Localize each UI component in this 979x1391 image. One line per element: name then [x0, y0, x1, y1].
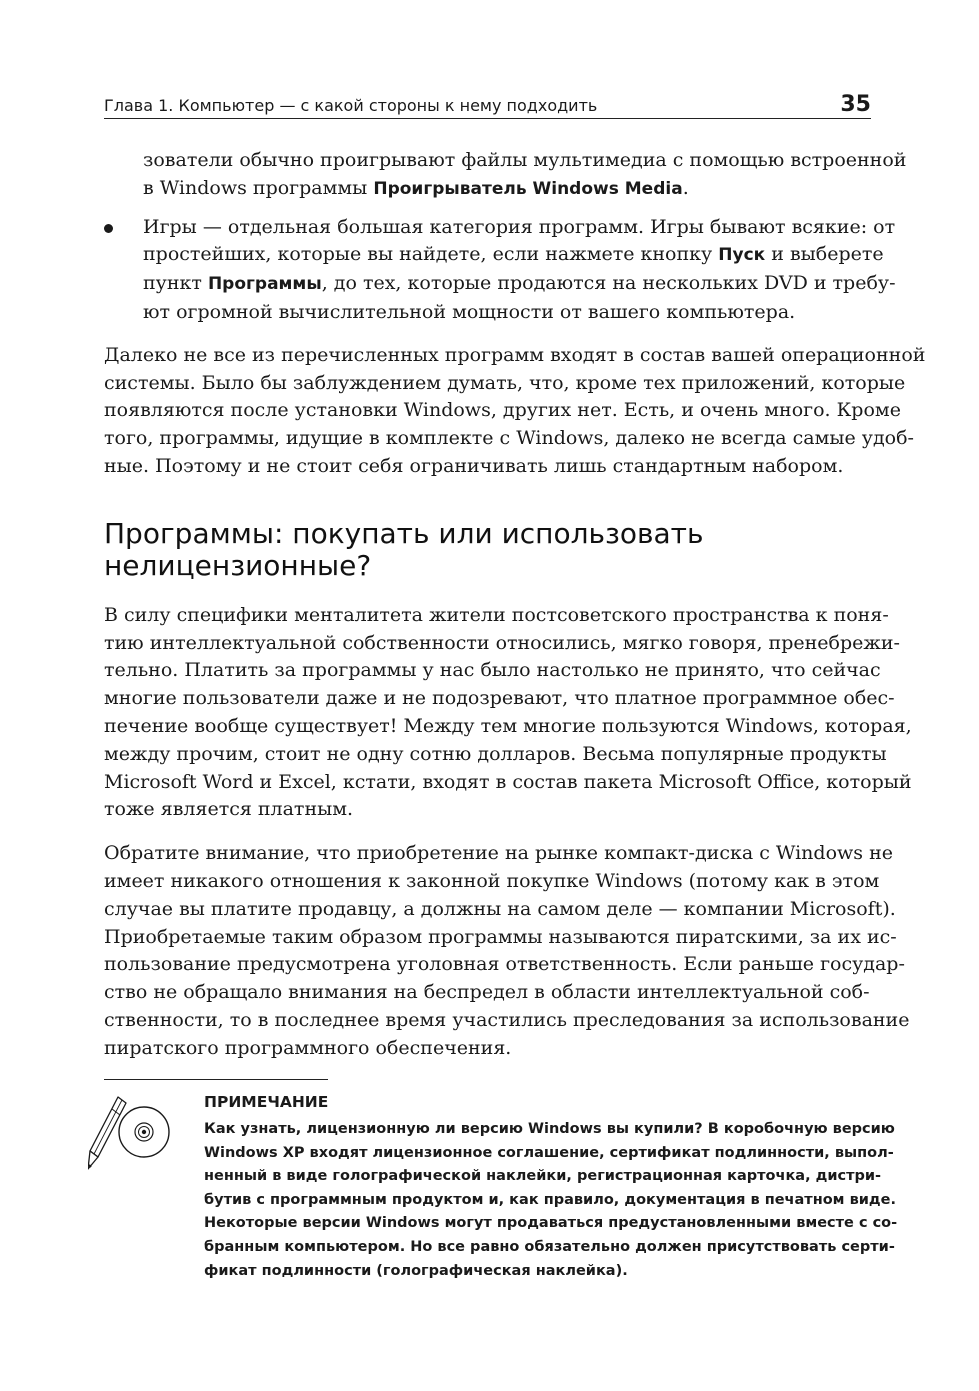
text-line: появляются после установки Windows, других нет. Есть, и очень много. Кроме	[104, 399, 901, 422]
paragraph	[104, 342, 926, 481]
text-line: имеет никакого отношения к законной покупке Windows (потому как в этом	[104, 869, 880, 892]
text-line: печение вообще существует! Между тем многие пользуются Windows, которая,	[104, 714, 912, 737]
text-line: зователи обычно проигрывают файлы мультимедиа с помощью встроенной	[143, 149, 907, 171]
bold-term: Пуск	[718, 245, 766, 266]
text-line: тию интеллектуальной собственности относились, мягко говоря, пренебрежи-	[104, 631, 900, 654]
text-line: Далеко не все из перечисленных программ входят в состав вашей операционной	[104, 343, 926, 366]
running-header	[104, 86, 871, 119]
section-heading: Программы: покупать или использовать нелицензионные?	[104, 516, 704, 582]
text-line: Microsoft Word и Excel, кстати, входят в состав пакета Microsoft Office, который	[104, 770, 912, 793]
page-number: 35	[840, 92, 871, 117]
text-line: многие пользователи даже и не подозревают, что платное программное обес-	[104, 687, 895, 710]
book-page	[104, 86, 926, 1309]
bold-term: Проигрыватель Windows Media	[373, 178, 683, 199]
note-line: бутив с программным продуктом и, как правило, документация в печатном виде.	[204, 1191, 896, 1208]
text-line: того, программы, идущие в комплекте с Windows, далеко не всегда самые удоб-	[104, 427, 914, 450]
text-line: Приобретаемые таким образом программы называются пиратскими, за их ис-	[104, 925, 897, 948]
note-title: ПРИМЕЧАНИЕ	[204, 1092, 329, 1111]
text-line: ют огромной вычислительной мощности от вашего компьютера.	[143, 300, 796, 323]
bold-term: Программы	[207, 274, 322, 295]
text-line: в Windows программы Проигрыватель Windows Media.	[143, 176, 689, 199]
text-line: ство не обращало внимания на беспредел в области интеллектуальной соб-	[104, 981, 870, 1004]
text-line: ственности, то в последнее время участились преследования за использование	[104, 1008, 910, 1031]
continued-list-item	[104, 147, 907, 204]
note-line: Некоторые версии Windows могут продаваться предустановленными вместе с со-	[204, 1215, 898, 1232]
note-line: Как узнать, лицензионную ли версию Windows вы купили? В коробочную версию	[204, 1121, 895, 1138]
text-line: Обратите внимание, что приобретение на рынке компакт-диска с Windows не	[104, 842, 893, 865]
paragraph	[104, 602, 912, 824]
text-line: системы. Было бы заблуждением думать, что, кроме тех приложений, которые	[104, 371, 906, 394]
text-line: между прочим, стоит не одну сотню долларов. Весьма популярные продукты	[104, 742, 887, 765]
text-line: пользование предусмотрена уголовная ответственность. Если раньше государ-	[104, 953, 905, 976]
text-line: Игры — отдельная большая категория программ. Игры бывают всякие: от	[143, 215, 896, 238]
text-line: тельно. Платить за программы у нас было настолько не принято, что сейчас	[104, 659, 881, 682]
chapter-title: Глава 1. Компьютер — с какой стороны к нему подходить	[104, 96, 598, 115]
paragraph	[104, 840, 910, 1062]
text-line: тоже является платным.	[104, 798, 354, 821]
page-body	[104, 147, 926, 1309]
note-rule	[104, 1079, 328, 1080]
list-item	[104, 214, 896, 327]
text-line: ные. Поэтому и не стоит себя ограничивать лишь стандартным набором.	[104, 454, 844, 477]
text-line: В силу специфики менталитета жители постсоветского пространства к поня-	[104, 603, 889, 626]
text-line: пункт Программы, до тех, которые продаются на нескольких DVD и требу-	[143, 272, 896, 295]
note-box	[104, 1079, 898, 1309]
note-line: ненный в виде голографической наклейки, регистрационная карточка, дистри-	[204, 1168, 882, 1185]
bullet-icon	[104, 224, 113, 233]
text-line: простейших, которые вы найдете, если нажмете кнопку Пуск и выберете	[143, 243, 884, 266]
text-line: случае вы платите продавцу, а должны на самом деле — компании Microsoft).	[104, 897, 896, 920]
note-line: бранным компьютером. Но все равно обязательно должен присутствовать серти-	[204, 1239, 895, 1256]
text-line: пиратского программного обеспечения.	[104, 1036, 512, 1059]
note-content	[204, 1091, 898, 1284]
note-line: Windows XP входят лицензионное соглашение, сертификат подлинности, выпол-	[204, 1144, 894, 1161]
pencil-disc-icon	[88, 1093, 188, 1173]
note-line: фикат подлинности (голографическая наклейка).	[204, 1262, 628, 1279]
